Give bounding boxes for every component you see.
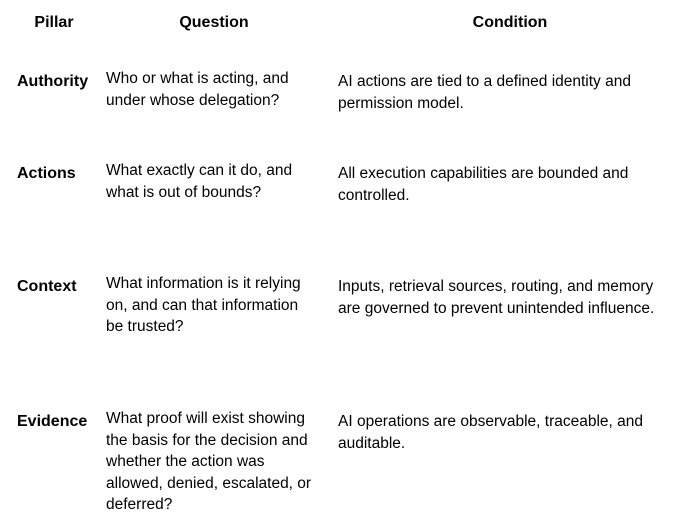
- question-cell: [106, 68, 330, 111]
- condition-line: Inputs, retrieval sources, routing, and memory: [338, 278, 654, 295]
- condition-line: auditable.: [338, 435, 406, 452]
- question-line: whether the action was: [106, 453, 265, 470]
- condition-cell: [338, 163, 674, 207]
- condition-line: AI actions are tied to a defined identity and: [338, 73, 631, 90]
- condition-cell: [338, 276, 674, 320]
- question-line: under whose delegation?: [106, 91, 280, 109]
- pillar-label: Authority: [17, 73, 89, 90]
- header-pillar: Pillar: [34, 14, 74, 31]
- question-cell: [106, 160, 330, 203]
- question-line: What proof will exist showing: [106, 410, 305, 427]
- condition-line: controlled.: [338, 187, 410, 204]
- pillar-label: Context: [17, 278, 77, 295]
- question-line: the basis for the decision and: [106, 431, 308, 449]
- question-line: be trusted?: [106, 318, 184, 335]
- pillar-label: Actions: [17, 165, 76, 182]
- condition-cell: [338, 411, 674, 455]
- pillar-label: Evidence: [17, 413, 88, 430]
- question-line: allowed, denied, escalated, or: [106, 474, 312, 492]
- question-line: what is out of bounds?: [106, 183, 262, 201]
- condition-line: permission model.: [338, 95, 464, 112]
- question-line: Who or what is acting, and: [106, 70, 289, 87]
- question-line: What information is it relying: [106, 275, 301, 292]
- condition-line: are governed to prevent unintended influence.: [338, 300, 655, 317]
- question-line: deferred?: [106, 496, 173, 513]
- question-cell: [106, 408, 330, 516]
- question-cell: [106, 273, 330, 338]
- question-line: on, and can that information: [106, 296, 299, 314]
- header-condition: Condition: [472, 14, 548, 31]
- condition-cell: [338, 71, 674, 115]
- condition-line: AI operations are observable, traceable, and: [338, 413, 644, 430]
- header-question: Question: [179, 14, 249, 31]
- question-line: What exactly can it do, and: [106, 162, 293, 179]
- condition-line: All execution capabilities are bounded and: [338, 165, 629, 182]
